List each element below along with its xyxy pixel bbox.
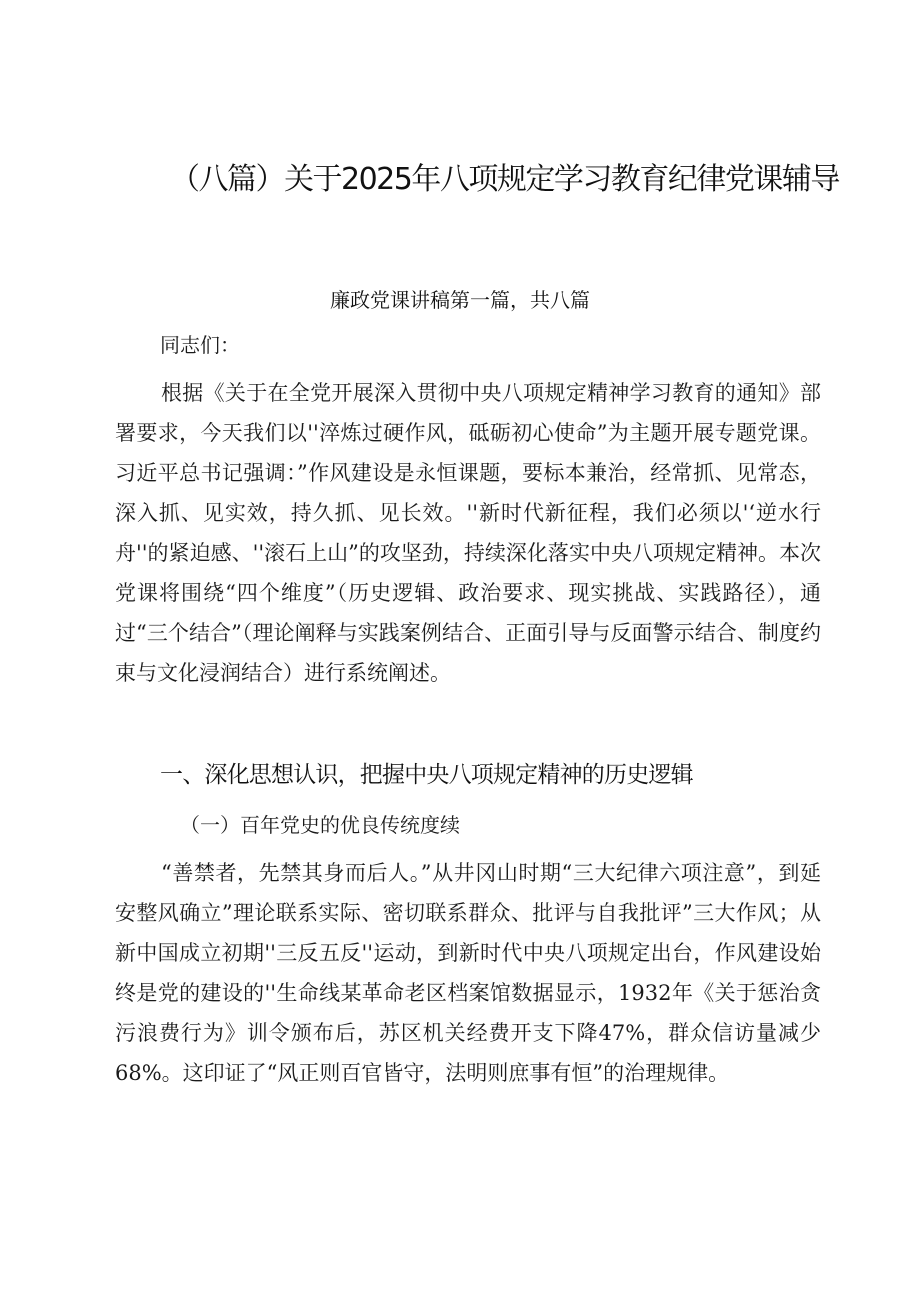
document-title: （八篇）关于2025年八项规定学习教育纪律党课辅导 (170, 162, 839, 197)
paragraph-intro: 根据《关于在全党开展深入贯彻中央八项规定精神学习教育的通知》部署要求，今天我们以''淬炼过硬作风，砥砺初心使命”为主题开展专题党课。习近平总书记强调：”作风建设是永恒课题，要标本兼治，经常抓、见常态，深入抓、见实效，持久抓、见长效。''新时代新征程，我们必须以'‘逆水行舟''的紧迫感、''滚石上山”的攻坚劲，持续深化落实中央八项规定精神。本次党课将围绕“四个维度”（历史逻辑、政治要求、现实挑战、实践路径），通过“三个结合”（理论阐释与实践案例结合、正面引导与反面警示结合、制度约束与文化浸润结合）进行系统阐述。 (115, 381, 821, 685)
salutation: 同志们： (160, 333, 240, 357)
paragraph-history: “善禁者，先禁其身而后人。”从井冈山时期“三大纪律六项注意”，到延安整风确立”理论联系实际、密切联系群众、批评与自我批评”三大作风；从新中国成立初期''三反五反''运动，到新时代中央八项规定出台，作风建设始终是党的建设的''生命线某革命老区档案馆数据显示，1932年《关于惩治贪污浪费行为》训令颁布后，苏区机关经费开支下降47%，群众信访量减少68%。这印证了“风正则百官皆守，法明则庶事有恒”的治理规律。 (115, 861, 821, 1085)
section-heading: 一、深化思想认识，把握中央八项规定精神的历史逻辑 (160, 762, 693, 788)
subsection-heading: （一）百年党史的优良传统度续 (180, 813, 460, 837)
document-subtitle: 廉政党课讲稿第一篇，共八篇 (330, 288, 590, 312)
